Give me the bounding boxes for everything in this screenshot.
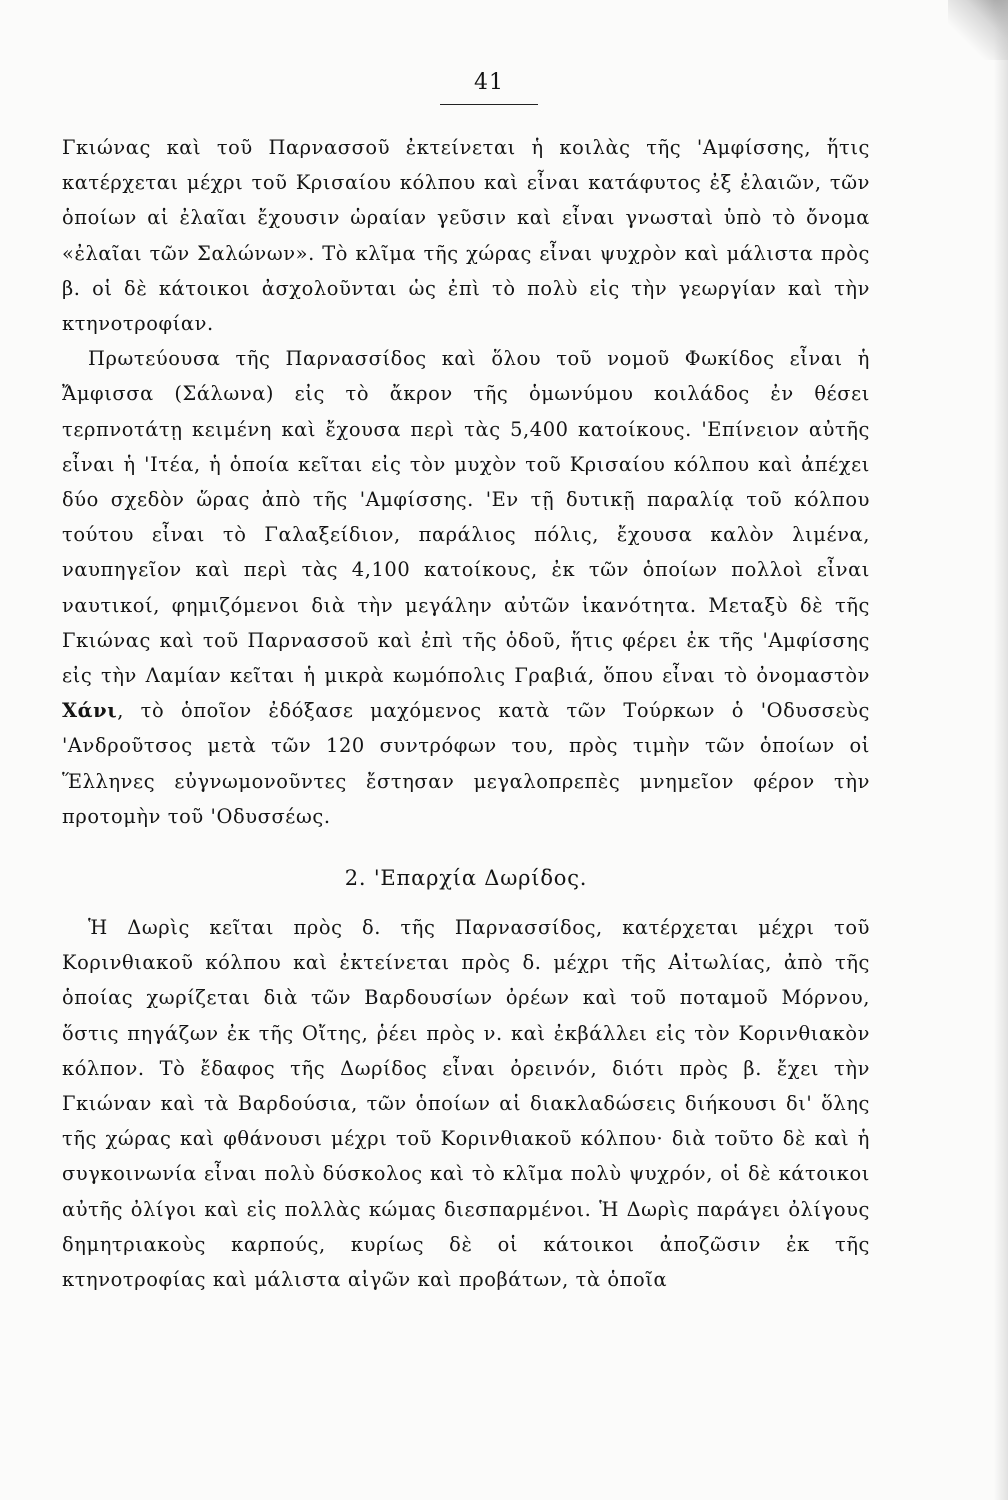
lower-text-block: [62, 910, 870, 1297]
page-edge-shadow: [994, 0, 1008, 1500]
paragraph-capital-continuation: , τὸ ὁποῖον ἐδόξασε μαχόμενος κατὰ τῶν Τούρκων ὁ 'Οδυσσεὺς 'Ανδροῦτσος μετὰ τῶν 120 συντρόφων του, πρὸς τιμὴν τῶν ὁποίων οἱ Ἕλληνες εὐγνωμονοῦντες ἔστησαν μεγαλοπρεπὲς μνημεῖον φέρον τὴν προτομὴν τοῦ 'Οδυσσέως.: [62, 699, 870, 828]
upper-text-block: [62, 130, 870, 834]
paragraph-capital-amfissa: [62, 341, 870, 834]
section-heading: 2. 'Επαρχία Δωρίδος.: [344, 866, 588, 890]
paragraph-capital-text: Πρωτεύουσα τῆς Παρνασσίδος καὶ ὅλου τοῦ νομοῦ Φωκίδος εἶναι ἡ Ἄμφισσα (Σάλωνα) εἰς τὸ ἄκρον τῆς ὁμωνύμου κοιλάδος ἐν θέσει τερπνοτάτῃ κειμένη καὶ ἔχουσα περὶ τὰς 5,400 κατοίκους. 'Επίνειον αὐτῆς εἶναι ἡ 'Ιτέα, ἡ ὁποία κεῖται εἰς τὸν μυχὸν τοῦ Κρισαίου κόλπου καὶ ἀπέχει δύο σχεδὸν ὥρας ἀπὸ τῆς 'Αμφίσσης. 'Εν τῇ δυτικῇ παραλίᾳ τοῦ κόλπου τούτου εἶναι τὸ Γαλαξείδιον, παράλιος πόλις, ἔχουσα καλὸν λιμένα, ναυπηγεῖον καὶ περὶ τὰς 4,100 κατοίκους, ἐκ τῶν ὁποίων πολλοὶ εἶναι ναυτικοί, φημιζόμενοι διὰ τὴν μεγάλην αὐτῶν ἱκανότητα. Μεταξὺ δὲ τῆς Γκιώνας καὶ τοῦ Παρνασσοῦ καὶ ἐπὶ τῆς ὁδοῦ, ἥτις φέρει ἐκ τῆς 'Αμφίσσης εἰς τὴν Λαμίαν κεῖται ἡ μικρὰ κωμόπολις Γραβιά, ὅπου εἶναι τὸ ὀνομαστὸν: [62, 347, 870, 688]
paragraph-doris: Ἡ Δωρὶς κεῖται πρὸς δ. τῆς Παρνασσίδος, κατέρχεται μέχρι τοῦ Κορινθιακοῦ κόλπου καὶ ἐκτείνεται πρὸς δ. μέχρι τῆς Αἰτωλίας, ἀπὸ τῆς ὁποίας χωρίζεται διὰ τῶν Βαρδουσίων ὀρέων καὶ τοῦ ποταμοῦ Μόρνου, ὅστις πηγάζων ἐκ τῆς Οἴτης, ῥέει πρὸς ν. καὶ ἐκβάλλει εἰς τὸν Κορινθιακὸν κόλπον. Τὸ ἔδαφος τῆς Δωρίδος εἶναι ὀρεινόν, διότι πρὸς β. ἔχει τὴν Γκιώναν καὶ τὰ Βαρδούσια, τῶν ὁποίων αἱ διακλαδώσεις διήκουσι δι' ὅλης τῆς χώρας καὶ φθάνουσι μέχρι τοῦ Κορινθιακοῦ κόλπου· διὰ τοῦτο δὲ καὶ ἡ συγκοινωνία εἶναι πολὺ δύσκολος καὶ τὸ κλῖμα πολὺ ψυχρόν, οἱ δὲ κάτοικοι αὐτῆς ὀλίγοι καὶ εἰς πολλὰς κώμας διεσπαρμένοι. Ἡ Δωρὶς παράγει ὀλίγους δημητριακοὺς καρπούς, κυρίως δὲ οἱ κάτοικοι ἀποζῶσιν ἐκ τῆς κτηνοτροφίας καὶ μάλιστα αἰγῶν καὶ προβάτων, τὰ ὁποῖα: [62, 916, 870, 1292]
paragraph-amfissa-valley: Γκιώνας καὶ τοῦ Παρνασσοῦ ἐκτείνεται ἡ κοιλὰς τῆς 'Αμφίσσης, ἥτις κατέρχεται μέχρι τοῦ Κρισαίου κόλπου καὶ εἶναι κατάφυτος ἐξ ἐλαιῶν, τῶν ὁποίων αἱ ἐλαῖαι ἔχουσιν ὡραίαν γεῦσιν καὶ εἶναι γνωσταὶ ὑπὸ τὸ ὄνομα «ἐλαῖαι τῶν Σαλώνων». Τὸ κλῖμα τῆς χώρας εἶναι ψυχρὸν καὶ μάλιστα πρὸς β. οἱ δὲ κάτοικοι ἀσχολοῦνται ὡς ἐπὶ τὸ πολὺ εἰς τὴν γεωργίαν καὶ τὴν κτηνοτροφίαν.: [62, 136, 870, 336]
khani-bold-word: Χάνι: [62, 699, 118, 723]
page-number: 41: [474, 70, 504, 95]
page-number-rule: [440, 104, 538, 105]
